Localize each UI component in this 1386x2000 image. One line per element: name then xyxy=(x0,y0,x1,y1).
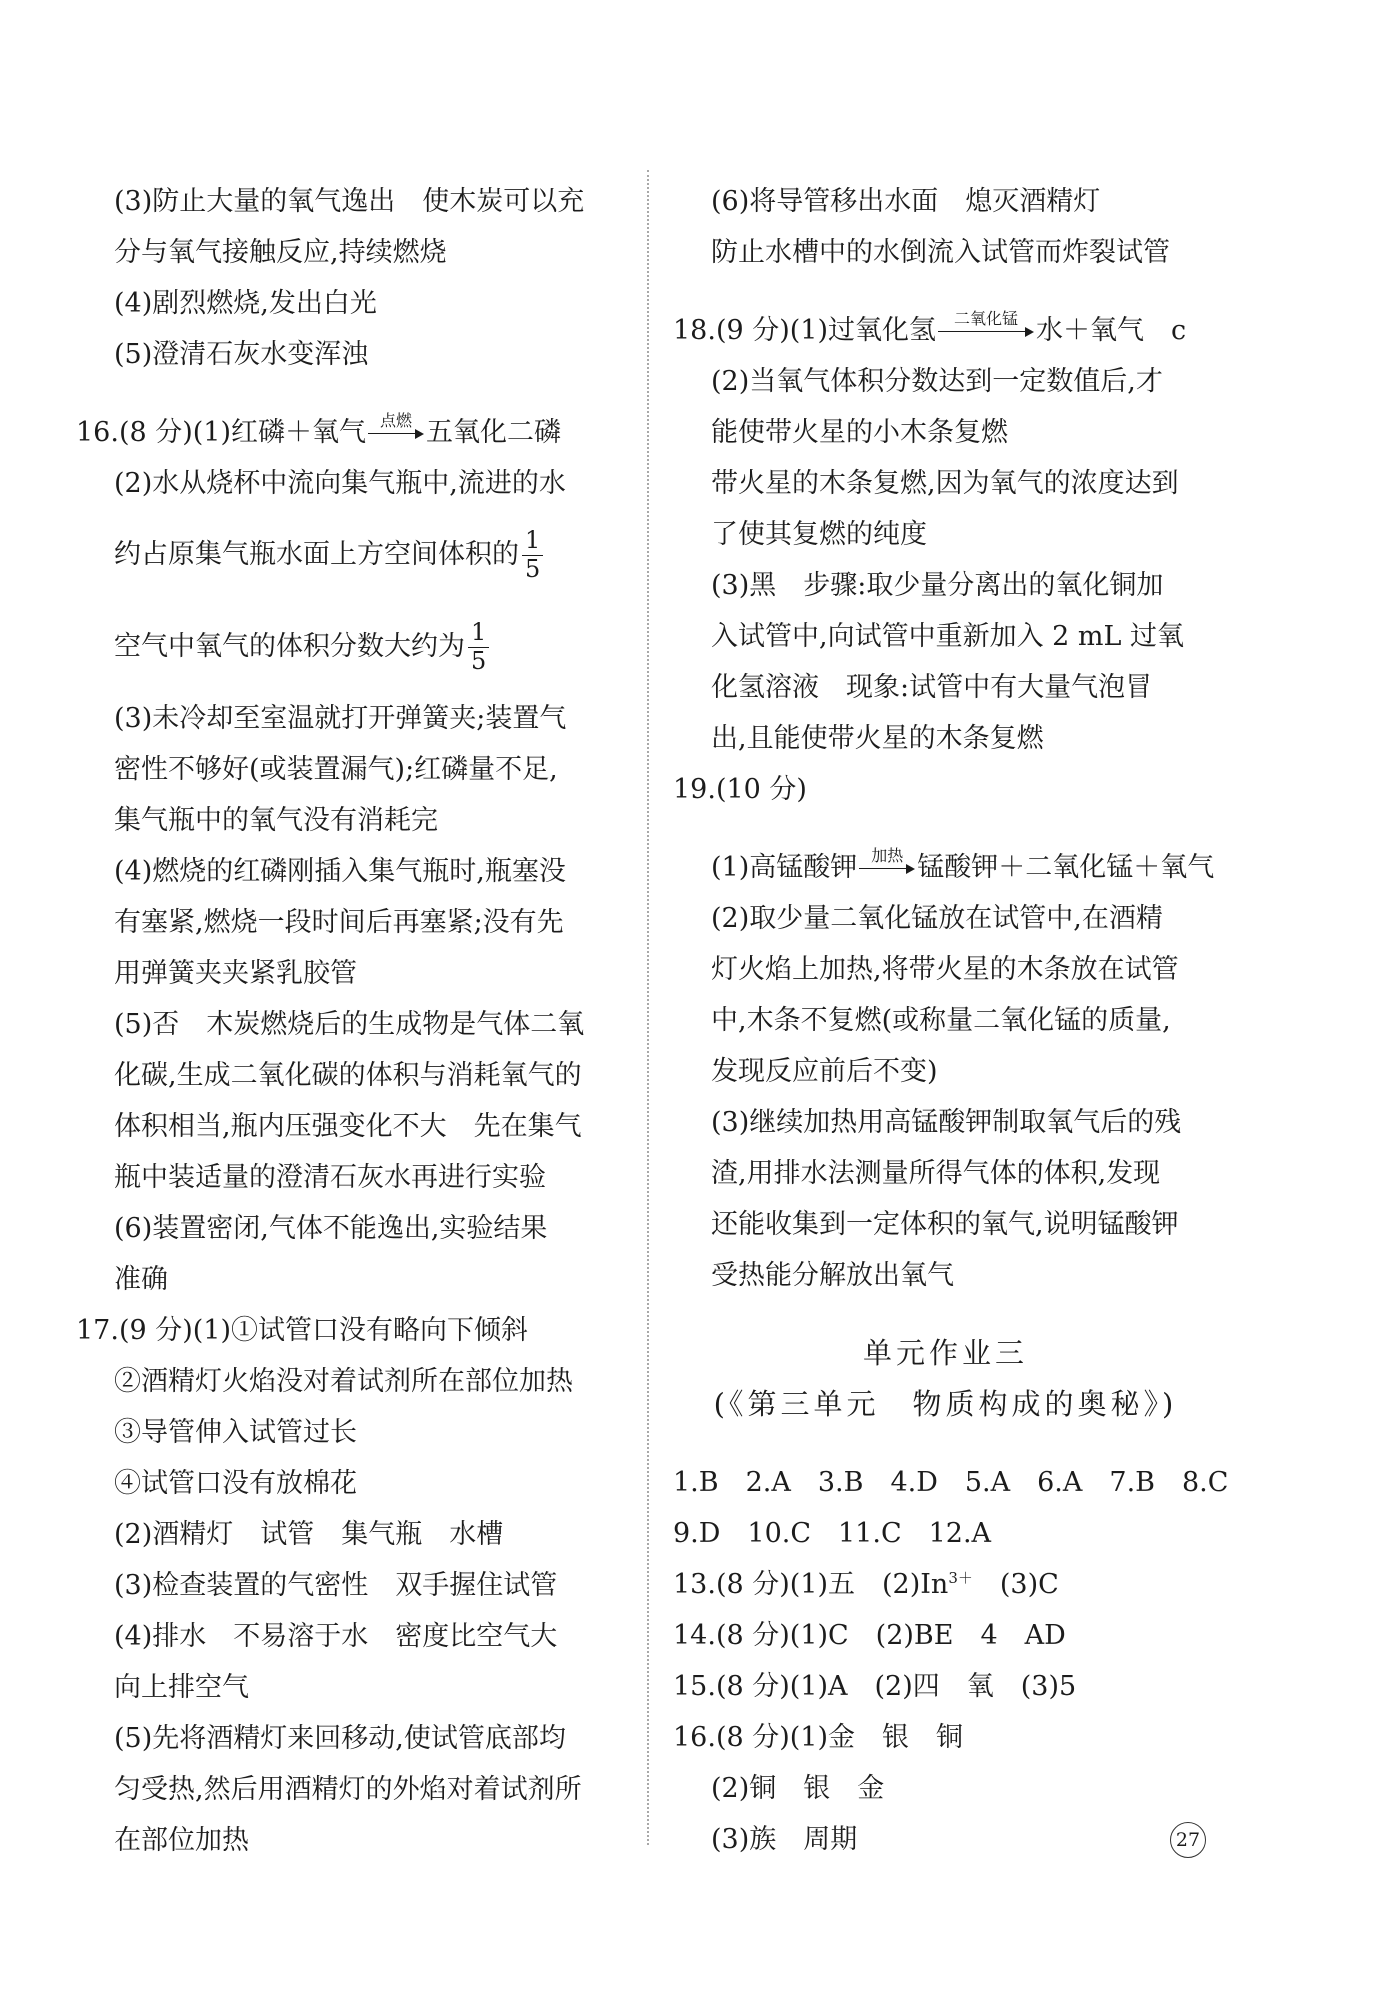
reaction-condition: 加热 xyxy=(871,845,904,865)
answer-line: ②酒精灯火焰没对着试剂所在部位加热 xyxy=(114,1366,573,1397)
answer-line: 受热能分解放出氧气 xyxy=(711,1260,954,1291)
answer-line: 带火星的木条复燃,因为氧气的浓度达到 xyxy=(711,468,1179,499)
fraction xyxy=(468,619,489,675)
unit-subtitle: (《第三单元 物质构成的奥秘》) xyxy=(713,1387,1178,1421)
answer-line: (5)澄清石灰水变浑浊 xyxy=(114,339,369,370)
ion-charge: 3＋ xyxy=(948,1569,973,1587)
fraction xyxy=(522,527,543,583)
answer-line: 能使带火星的小木条复燃 xyxy=(711,417,1008,448)
answer-line: 化氢溶液 现象:试管中有大量气泡冒 xyxy=(711,672,1153,703)
answer-line: 集气瓶中的氧气没有消耗完 xyxy=(114,805,438,836)
answer-line: (4)排水 不易溶于水 密度比空气大 xyxy=(114,1621,558,1652)
answer-row: 1.B 2.A 3.B 4.D 5.A 6.A 7.B 8.C xyxy=(673,1467,1229,1498)
equation-reactants: 18.(9 分)(1)过氧化氢 xyxy=(673,315,937,346)
answer-line: 用弹簧夹夹紧乳胶管 xyxy=(114,958,357,989)
answer-row xyxy=(673,1559,1218,1610)
answer-line: 有塞紧,燃烧一段时间后再塞紧;没有先 xyxy=(114,907,564,938)
answer-line: (2)取少量二氧化锰放在试管中,在酒精 xyxy=(711,903,1163,934)
right-column xyxy=(673,176,1229,1865)
answer-row: (3)族 周期 xyxy=(711,1824,858,1855)
answer-line-fraction xyxy=(76,509,624,601)
fraction-numerator: 1 xyxy=(522,527,543,556)
answer-line: (4)剧烈燃烧,发出白光 xyxy=(114,288,377,319)
q19-equation xyxy=(673,842,1218,893)
answer-text: (3)C xyxy=(972,1569,1059,1600)
page-number: 27 xyxy=(1170,1822,1206,1858)
reaction-arrow xyxy=(368,410,424,440)
equation-products: 五氧化二磷 xyxy=(426,417,562,448)
answer-line: 分与氧气接触反应,持续燃烧 xyxy=(114,237,447,268)
answer-line: 发现反应前后不变) xyxy=(711,1056,938,1087)
q18-equation xyxy=(673,305,1218,356)
equation-products: 水＋氧气 c xyxy=(1036,315,1187,346)
answer-text: 空气中氧气的体积分数大约为 xyxy=(114,631,465,662)
answer-line: 密性不够好(或装置漏气);红磷量不足, xyxy=(114,754,558,785)
reaction-arrow xyxy=(859,845,915,875)
answer-line: (6)将导管移出水面 熄灭酒精灯 xyxy=(711,186,1101,217)
answer-line: (5)先将酒精灯来回移动,使试管底部均 xyxy=(114,1723,566,1754)
unit-title: 单元作业三 xyxy=(862,1336,1028,1370)
answer-row: 16.(8 分)(1)金 银 铜 xyxy=(673,1722,964,1753)
answer-line: (4)燃烧的红磷刚插入集气瓶时,瓶塞没 xyxy=(114,856,566,887)
reaction-arrow xyxy=(938,308,1034,338)
answer-line: 灯火焰上加热,将带火星的木条放在试管 xyxy=(711,954,1179,985)
answer-line: 出,且能使带火星的木条复燃 xyxy=(711,723,1044,754)
answer-row: 15.(8 分)(1)A (2)四 氧 (3)5 xyxy=(673,1671,1077,1702)
answer-line: (6)装置密闭,气体不能逸出,实验结果 xyxy=(114,1213,548,1244)
answer-line: 17.(9 分)(1)①试管口没有略向下倾斜 xyxy=(76,1315,529,1346)
answer-line: (3)继续加热用高锰酸钾制取氧气后的残 xyxy=(711,1107,1182,1138)
answer-line: (3)未冷却至室温就打开弹簧夹;装置气 xyxy=(114,703,567,734)
answer-row: 9.D 10.C 11.C 12.A xyxy=(673,1518,992,1549)
answer-line: 中,木条不复燃(或称量二氧化锰的质量, xyxy=(711,1005,1171,1036)
answer-line: (2)水从烧杯中流向集气瓶中,流进的水 xyxy=(114,468,566,499)
answer-line: 19.(10 分) xyxy=(673,774,807,805)
answer-line: 化碳,生成二氧化碳的体积与消耗氧气的 xyxy=(114,1060,582,1091)
fraction-denominator: 5 xyxy=(525,555,541,583)
answer-row: 14.(8 分)(1)C (2)BE 4 AD xyxy=(673,1620,1066,1651)
q16-equation xyxy=(76,407,624,458)
answer-line: 匀受热,然后用酒精灯的外焰对着试剂所 xyxy=(114,1774,582,1805)
answer-line: 向上排空气 xyxy=(114,1672,249,1703)
fraction-denominator: 5 xyxy=(471,647,487,675)
answer-line: 防止水槽中的水倒流入试管而炸裂试管 xyxy=(711,237,1170,268)
answer-line: 瓶中装适量的澄清石灰水再进行实验 xyxy=(114,1162,546,1193)
equation-reactants: (1)高锰酸钾 xyxy=(711,852,858,883)
answer-line-fraction xyxy=(76,601,624,693)
answer-text: 约占原集气瓶水面上方空间体积的 xyxy=(114,539,519,570)
answer-line: 准确 xyxy=(114,1264,168,1295)
answer-line: (2)当氧气体积分数达到一定数值后,才 xyxy=(711,366,1163,397)
answer-line: 还能收集到一定体积的氧气,说明锰酸钾 xyxy=(711,1209,1179,1240)
answer-text: 13.(8 分)(1)五 (2)In xyxy=(673,1569,949,1600)
answer-line: (2)酒精灯 试管 集气瓶 水槽 xyxy=(114,1519,504,1550)
answer-line: 体积相当,瓶内压强变化不大 先在集气 xyxy=(114,1111,582,1142)
fraction-numerator: 1 xyxy=(468,619,489,648)
answer-line: ④试管口没有放棉花 xyxy=(114,1468,357,1499)
answer-line: ③导管伸入试管过长 xyxy=(114,1417,357,1448)
answer-line: 渣,用排水法测量所得气体的体积,发现 xyxy=(711,1158,1161,1189)
equation-reactants: 16.(8 分)(1)红磷＋氧气 xyxy=(76,417,367,448)
answer-line: (3)防止大量的氧气逸出 使木炭可以充 xyxy=(114,186,585,217)
reaction-condition: 二氧化锰 xyxy=(954,308,1019,328)
equation-products: 锰酸钾＋二氧化锰＋氧气 xyxy=(917,852,1215,883)
answer-line: (3)黑 步骤:取少量分离出的氧化铜加 xyxy=(711,570,1164,601)
answer-line: 了使其复燃的纯度 xyxy=(711,519,927,550)
reaction-condition: 点燃 xyxy=(380,410,413,430)
left-column xyxy=(76,176,624,1866)
answer-line: 在部位加热 xyxy=(114,1825,249,1856)
answer-line: 入试管中,向试管中重新加入 2 mL 过氧 xyxy=(711,621,1185,652)
column-divider xyxy=(647,170,649,1845)
answer-line: (5)否 木炭燃烧后的生成物是气体二氧 xyxy=(114,1009,585,1040)
answer-line: (3)检查装置的气密性 双手握住试管 xyxy=(114,1570,558,1601)
answer-row: (2)铜 银 金 xyxy=(711,1773,885,1804)
